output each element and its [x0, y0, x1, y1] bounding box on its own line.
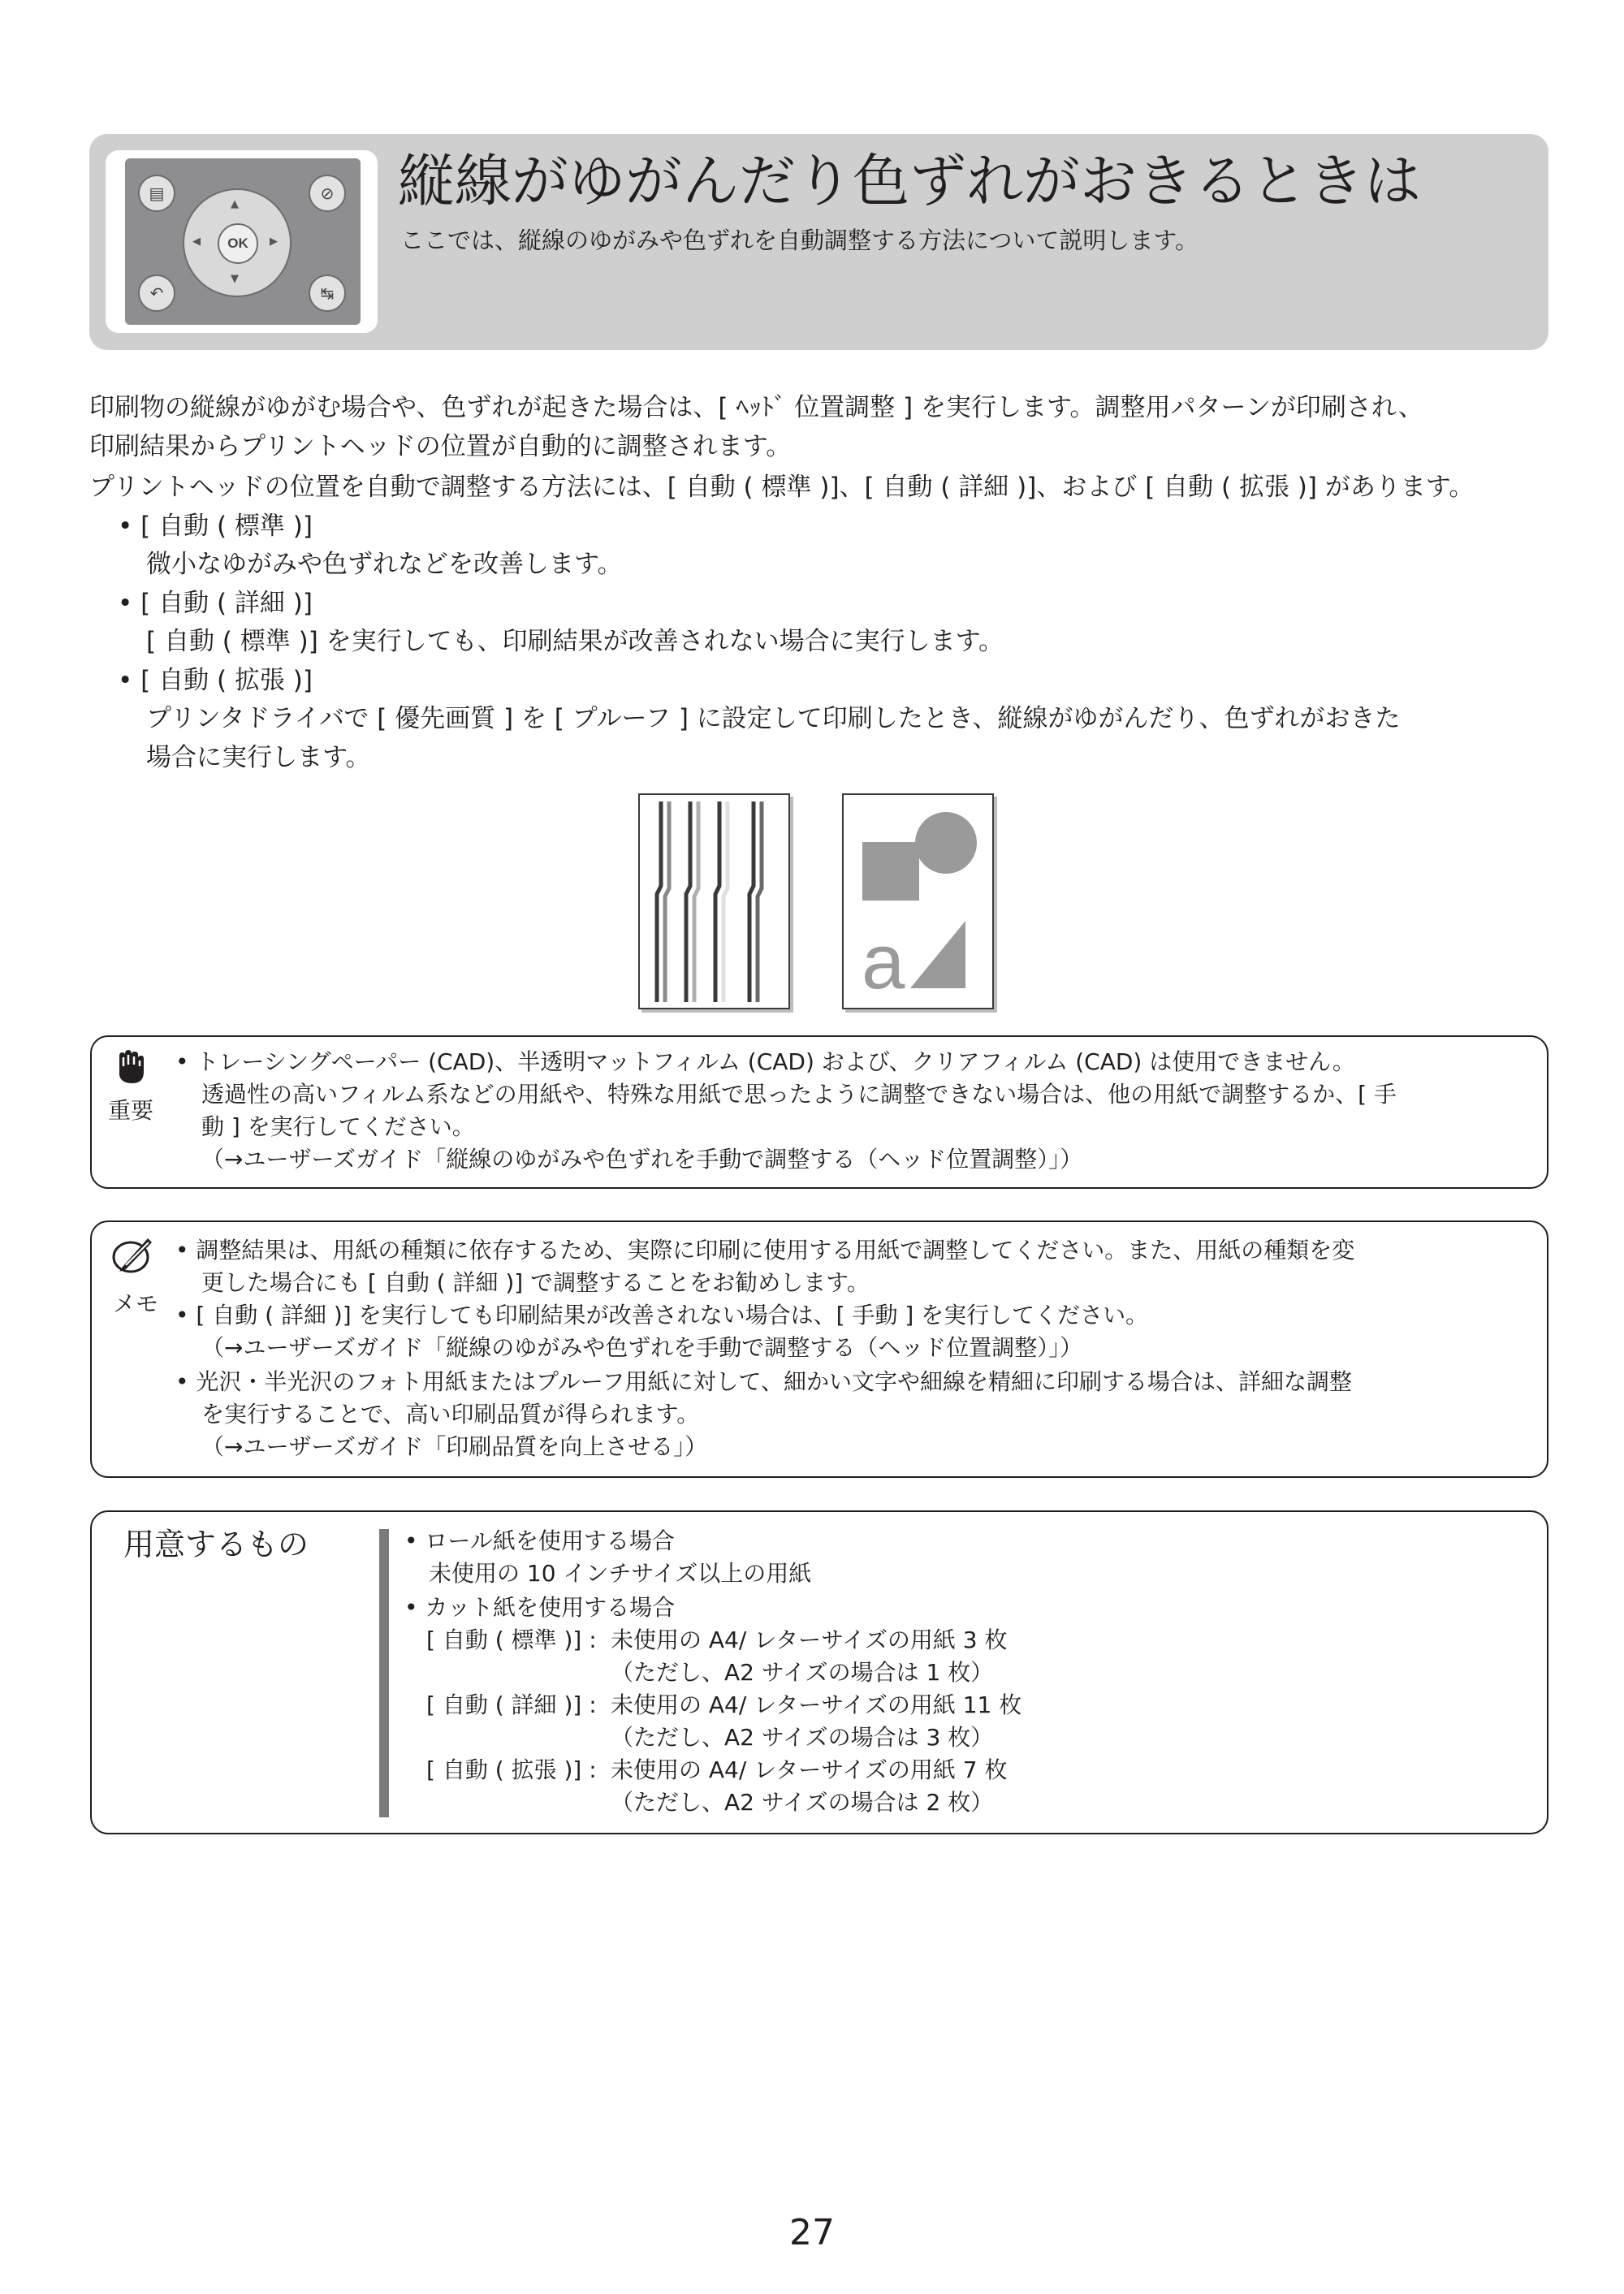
line-mark: [694, 801, 698, 1002]
preparation-title: 用意するもの: [123, 1527, 309, 1562]
arrow-down-icon: ▼: [231, 273, 239, 285]
mode-desc-standard: 微小なゆがみや色ずれなどを改善します。: [146, 550, 623, 579]
important-line-2: 透過性の高いフィルム系などの用紙や、特殊な用紙で思ったように調整できない場合は、他の用紙で調整するか、[ 手: [201, 1081, 1397, 1108]
mode-desc-detail: [ 自動 ( 標準 )] を実行しても、印刷結果が改善されない場合に実行します。: [146, 627, 1004, 656]
skewed-lines-figure: [638, 793, 790, 1009]
ok-button-icon: OK: [218, 223, 258, 264]
memo-label: メモ: [113, 1290, 159, 1317]
mode-label-standard: • [ 自動 ( 標準 )]: [118, 512, 313, 541]
roll-paper-item: 未使用の 10 インチサイズ以上の用紙: [429, 1560, 812, 1587]
stop-icon: ⊘: [309, 175, 346, 212]
back-icon: ↶: [138, 274, 175, 312]
important-line-4: （→ユーザーズガイド「縦線のゆがみや色ずれを手動で調整する（ヘッド位置調整）」）: [201, 1146, 1083, 1173]
cut-note-detail: （ただし、A2 サイズの場合は 3 枚）: [611, 1724, 994, 1751]
arrow-up-icon: ▲: [231, 198, 239, 210]
cut-mode-extended: [ 自動 ( 拡張 )] :: [426, 1756, 597, 1783]
navigate-icon: ↹: [309, 274, 346, 312]
line-mark: [758, 801, 762, 1002]
circle-shape: [915, 812, 977, 874]
roll-paper-heading: • ロール紙を使用する場合: [404, 1527, 675, 1554]
page-subtitle: ここでは、縦線のゆがみや色ずれを自動調整する方法について説明します。: [400, 227, 1199, 254]
arrow-left-icon: ◀: [192, 235, 201, 248]
page-number: 27: [789, 2212, 835, 2253]
memo-line-2: 更した場合にも [ 自動 ( 詳細 )] で調整することをお勧めします。: [201, 1269, 870, 1296]
pencil-memo-icon: [111, 1234, 157, 1275]
memo-line-4: （→ユーザーズガイド「縦線のゆがみや色ずれを手動で調整する（ヘッド位置調整）」）: [201, 1334, 1083, 1361]
letter-a: a: [862, 918, 905, 1005]
line-mark: [723, 801, 728, 1002]
memo-line-7: （→ユーザーズガイド「印刷品質を向上させる」）: [201, 1433, 708, 1460]
color-shift-figure: [842, 793, 994, 1009]
mode-desc-extended-2: 場合に実行します。: [146, 743, 371, 772]
memo-line-1: • 調整結果は、用紙の種類に依存するため、実際に印刷に使用する用紙で調整してください。また、用紙の種類を変: [175, 1237, 1355, 1264]
line-mark: [686, 801, 690, 1002]
line-mark: [715, 801, 719, 1002]
hand-stop-icon: [113, 1048, 149, 1087]
skewed-lines-svg: [640, 795, 788, 1008]
intro-line-1: 印刷物の縦線がゆがむ場合や、色ずれが起きた場合は、[ ﾍｯﾄﾞ 位置調整 ] を実行します。調整用パターンが印刷され、: [89, 393, 1423, 422]
memo-line-6: を実行することで、高い印刷品質が得られます。: [201, 1401, 700, 1428]
cut-desc-standard: 未使用の A4/ レターサイズの用紙 3 枚: [611, 1627, 1008, 1653]
cut-mode-standard: [ 自動 ( 標準 )] :: [426, 1627, 597, 1653]
memo-line-3: • [ 自動 ( 詳細 )] を実行しても印刷結果が改善されない場合は、[ 手動 ] を実行してください。: [175, 1302, 1149, 1328]
line-mark: [749, 801, 754, 1002]
menu-icon: ▤: [138, 175, 175, 212]
important-label: 重要: [108, 1097, 154, 1124]
line-mark: [657, 801, 661, 1002]
cut-note-extended: （ただし、A2 サイズの場合は 2 枚）: [611, 1789, 994, 1816]
intro-line-3: プリントヘッドの位置を自動で調整する方法には、[ 自動 ( 標準 )]、[ 自動 ( 詳細 )]、および [ 自動 ( 拡張 )] があります。: [89, 473, 1475, 502]
intro-line-2: 印刷結果からプリントヘッドの位置が自動的に調整されます。: [89, 432, 792, 461]
page-title: 縦線がゆがんだり色ずれがおきるときは: [398, 148, 1421, 214]
color-shift-svg: [844, 795, 992, 1008]
mode-label-detail: • [ 自動 ( 詳細 )]: [118, 589, 313, 618]
cut-mode-detail: [ 自動 ( 詳細 )] :: [426, 1691, 597, 1718]
mode-label-extended: • [ 自動 ( 拡張 )]: [118, 666, 313, 695]
triangle-shape: [910, 921, 965, 988]
cut-paper-heading: • カット紙を使用する場合: [404, 1594, 676, 1621]
square-shape: [862, 842, 919, 901]
cut-desc-extended: 未使用の A4/ レターサイズの用紙 7 枚: [611, 1756, 1008, 1783]
cut-desc-detail: 未使用の A4/ レターサイズの用紙 11 枚: [611, 1691, 1022, 1718]
line-mark: [665, 801, 669, 1002]
important-line-3: 動 ] を実行してください。: [201, 1113, 475, 1140]
important-line-1: • トレーシングペーパー (CAD)、半透明マットフィルム (CAD) および、クリアフィルム (CAD) は使用できません。: [175, 1048, 1355, 1075]
cut-note-standard: （ただし、A2 サイズの場合は 1 枚）: [611, 1659, 994, 1686]
memo-line-5: • 光沢・半光沢のフォト用紙またはプルーフ用紙に対して、細かい文字や細線を精細に印刷する場合は、詳細な調整: [175, 1368, 1352, 1395]
mode-desc-extended-1: プリンタドライバで [ 優先画質 ] を [ プルーフ ] に設定して印刷したとき、縦線がゆがんだり、色ずれがおきた: [146, 704, 1401, 733]
preparation-divider-bar: [379, 1529, 389, 1817]
arrow-right-icon: ▶: [270, 235, 278, 248]
